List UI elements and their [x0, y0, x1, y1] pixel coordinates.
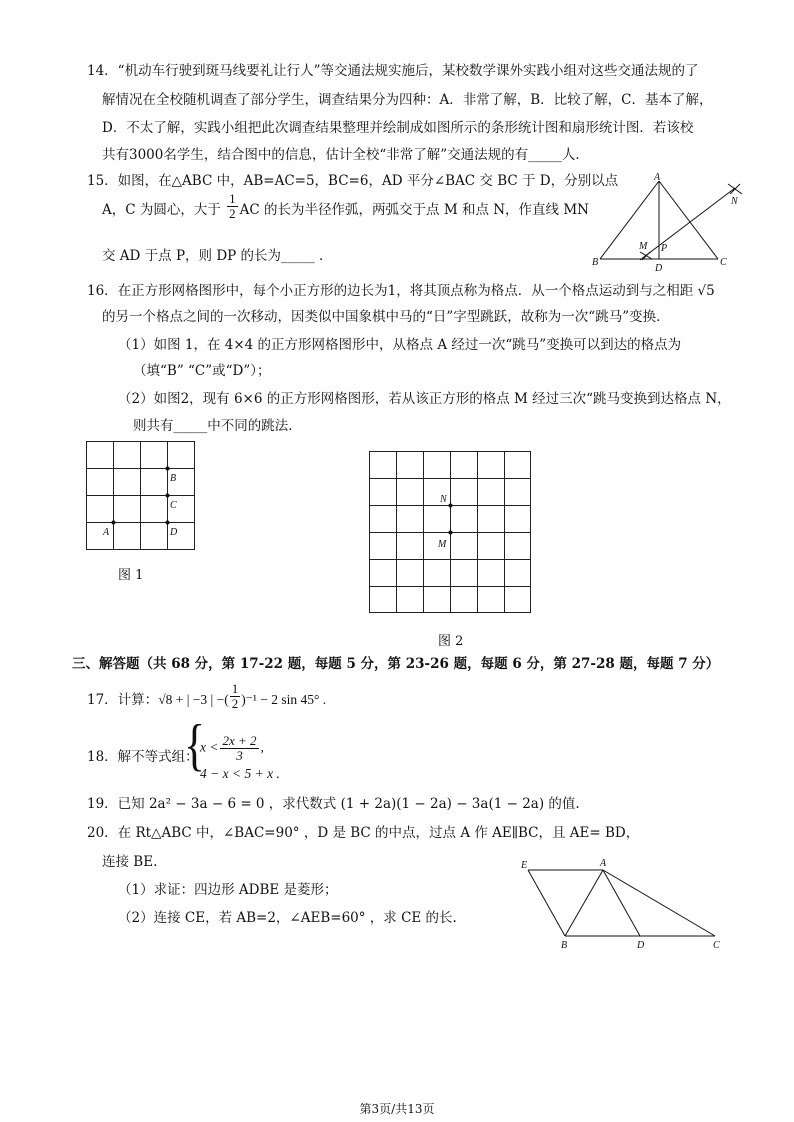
q16-fig1-label-A: A	[103, 527, 110, 538]
q19: 19．已知 2a² − 3a − 6 = 0 ，求代数式 (1 + 2a)(1 − 2a) − 3a(1 − 2a) 的值.	[87, 796, 580, 812]
q15-fraction	[227, 192, 238, 221]
q18-row1-fraction	[220, 734, 258, 763]
q16-fig1-label-B: B	[170, 473, 177, 484]
q15-label-D: D	[655, 263, 663, 274]
q20-label-E: E	[521, 860, 528, 871]
q18-system-brace: {	[184, 713, 206, 778]
q16-line-2: 的另一个格点之间的一次移动，因类似中国象棋中马的“日”字型跳跃，故称为一次“跳马”变换．	[102, 309, 670, 325]
q20-label-C: C	[713, 940, 720, 951]
q15-label-M: M	[639, 241, 648, 252]
q16-line-4: （填“B” “C”或“D”）；	[133, 363, 271, 379]
q16-line-1: 16．在正方形网格图形中，每个小正方形的边长为1，将其顶点称为格点．从一个格点运动到与之相距 √5	[87, 283, 715, 299]
q16-figure-2-grid	[369, 451, 534, 616]
q15-label-A: A	[654, 172, 661, 183]
q15-line-2b: AC 的长为半径作弧，两弧交于点 M 和点 N，作直线 MN	[239, 202, 589, 218]
q20-line-3: （1）求证：四边形 ADBE 是菱形；	[118, 882, 338, 898]
q14-line-3: D．不太了解，实践小组把此次调查结果整理并绘制成如图所示的条形统计图和扇形统计图．若该校	[102, 120, 694, 136]
q15-label-B: B	[592, 257, 599, 268]
q18-row-1	[200, 734, 264, 763]
q16-figure-1-grid	[86, 441, 198, 551]
q17-expr-b: )⁻¹ − 2 sin 45° .	[241, 692, 327, 707]
q16-fig2-label-N: N	[440, 494, 447, 505]
q16-figure-2-caption: 图 2	[438, 634, 464, 649]
q16-fig2-label-M: M	[438, 539, 447, 550]
q16-fig1-label-D: D	[170, 527, 178, 538]
q14-line-4: 共有3000名学生，结合图中的信息，估计全校“非常了解”交通法规的有_____人．	[102, 147, 589, 163]
q20-label-D: D	[637, 940, 645, 951]
q15-label-C: C	[720, 257, 727, 268]
q18-row1-b: ,	[260, 739, 264, 755]
q15-triangle-figure	[590, 172, 750, 277]
q15-line-1: 15．如图，在△ABC 中，AB=AC=5，BC=6，AD 平分∠BAC 交 BC 于 D，分别以点	[87, 173, 619, 189]
q15-frac-num: 1	[229, 191, 236, 206]
q16-fig1-label-C: C	[170, 500, 177, 511]
q16-line-5: （2）如图2，现有 6×6 的正方形网格图形，若从该正方形的格点 M 经过三次“跳马变换到达格点 N，	[118, 391, 731, 407]
q17-frac-den: 2	[231, 696, 239, 711]
q18-prefix: 18．解不等式组：	[87, 749, 199, 765]
section-3-header: 三、解答题（共 68 分，第 17-22 题，每题 5 分，第 23-26 题，每题 6 分，第 27-28 题，每题 7 分）	[72, 656, 720, 672]
q15-label-P: P	[661, 243, 668, 254]
q15-label-N: N	[731, 196, 738, 207]
q18-row1-den: 3	[236, 748, 243, 763]
q16-line-6: 则共有_____中不同的跳法．	[133, 418, 302, 434]
q20-line-1: 20．在 Rt△ABC 中，∠BAC=90° ，D 是 BC 的中点，过点 A 作 AE∥BC，且 AE= BD，	[87, 825, 640, 841]
q20-line-4: （2）连接 CE，若 AB=2，∠AEB=60° ，求 CE 的长.	[118, 910, 457, 926]
q14-line-2: 解情况在全校随机调查了部分学生，调查结果分为四种：A．非常了解，B．比较了解，C．基本了解，	[102, 92, 713, 108]
q18-row1-num: 2x + 2	[222, 733, 257, 748]
q14-line-1: 14．“机动车行驶到斑马线要礼让行人”等交通法规实施后，某校数学课外实践小组对这些交通法规的了	[87, 63, 699, 79]
q20-rhombus-figure	[520, 856, 730, 951]
q15-line-3: 交 AD 于点 P，则 DP 的长为_____ ．	[102, 248, 333, 264]
q17-frac-num: 1	[231, 681, 239, 696]
q15-line-2a: A，C 为圆心，大于	[102, 202, 226, 218]
q15-line-2	[102, 191, 589, 221]
q18-row-2: 4 − x < 5 + x .	[200, 766, 280, 781]
q17	[87, 681, 327, 711]
page-number-footer: 第3页/共13页	[359, 1102, 435, 1116]
q17-fraction	[230, 682, 241, 711]
q15-frac-den: 2	[229, 206, 236, 221]
q18-row1-a: x <	[200, 739, 219, 755]
q16-figure-1-caption: 图 1	[118, 568, 144, 583]
q20-line-2: 连接 BE.	[102, 854, 158, 870]
q17-expr-a: √8 + | −3 | −(	[158, 692, 229, 707]
q17-prefix: 17．计算：	[87, 692, 159, 708]
q20-label-A: A	[600, 858, 607, 869]
q16-line-3: （1）如图 1，在 4×4 的正方形网格图形中，从格点 A 经过一次“跳马”变换可以到达的格点为	[118, 337, 682, 353]
q20-label-B: B	[561, 940, 568, 951]
